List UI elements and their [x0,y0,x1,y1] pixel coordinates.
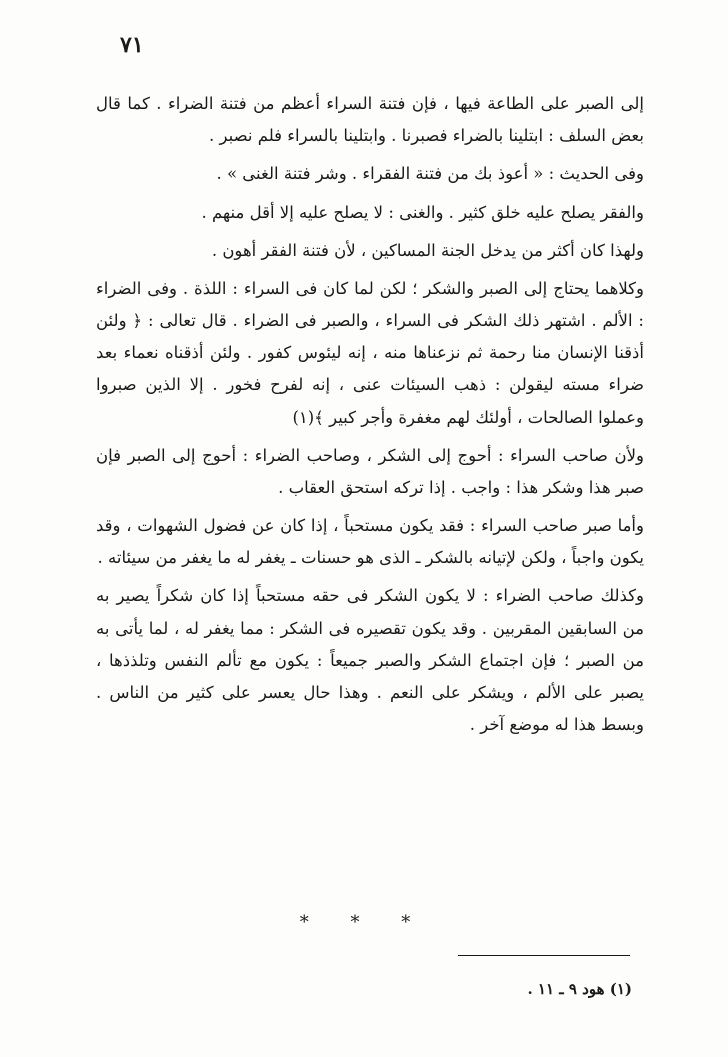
footnote-rule [458,955,630,956]
paragraph: وكلاهما يحتاج إلى الصبر والشكر ؛ لكن لما كان فى السراء : اللذة . وفى الضراء : الألم . اشتهر ذلك الشكر فى السراء ، والصبر فى الضراء . قال تعالى : ﴿ ولئن أذقنا الإنسان منا رحمة ثم نزعناها منه ، إنه ليئوس كفور . ولئن أذقناه نعماء بعد ضراء مسته ليقولن : ذهب السيئات عنى ، إنه لفرح فخور . إلا الذين صبروا وعملوا الصالحات ، أولئك لهم مغفرة وأجر كبير ﴾(١) [96,278,644,427]
paragraph: وأما صبر صاحب السراء : فقد يكون مستحباً ، إذا كان عن فضول الشهوات ، وقد يكون واجباً ، ولكن لإتيانه بالشكر ـ الذى هو حسنات ـ يغفر له ما يغفر من سيئاته . [96,516,644,568]
body-text [96,88,644,747]
paragraph: ولأن صاحب السراء : أحوج إلى الشكر ، وصاحب الضراء : أحوج إلى الصبر فإن صبر هذا وشكر هذا : واجب . إذا تركه استحق العقاب . [96,445,644,497]
paragraph: وفى الحديث : « أعوذ بك من فتنة الفقراء . وشر فتنة الغنى » . [216,164,644,184]
paragraph: ولهذا كان أكثر من يدخل الجنة المساكين ، لأن فتنة الفقر أهون . [211,240,644,260]
paragraph: والفقر يصلح عليه خلق كثير . والغنى : لا يصلح عليه إلا أقل منهم . [201,202,644,222]
page-number: ٧١ [120,32,144,58]
paragraph: إلى الصبر على الطاعة فيها ، فإن فتنة السراء أعظم من فتنة الضراء . كما قال بعض السلف : ابتلينا بالضراء فصبرنا . وابتلينا بالسراء فلم نصبر . [96,94,644,146]
section-divider: * * * [299,912,429,933]
paragraph: وكذلك صاحب الضراء : لا يكون الشكر فى حقه مستحباً إذا كان شكراً يصير به من السابقين المقربين . وقد يكون تقصيره فى الشكر : مما يغفر له ، لما يأتى به من الصبر ؛ فإن اجتماع الشكر والصبر جميعاً : يكون مع تألم النفس وتلذذها ، يصبر على الألم ، ويشكر على النعم . وهذا حال يعسر على كثير من الناس . وبسط هذا له موضع آخر . [96,586,644,735]
footnote: (١) هود ٩ ـ ١١ . [527,980,632,998]
